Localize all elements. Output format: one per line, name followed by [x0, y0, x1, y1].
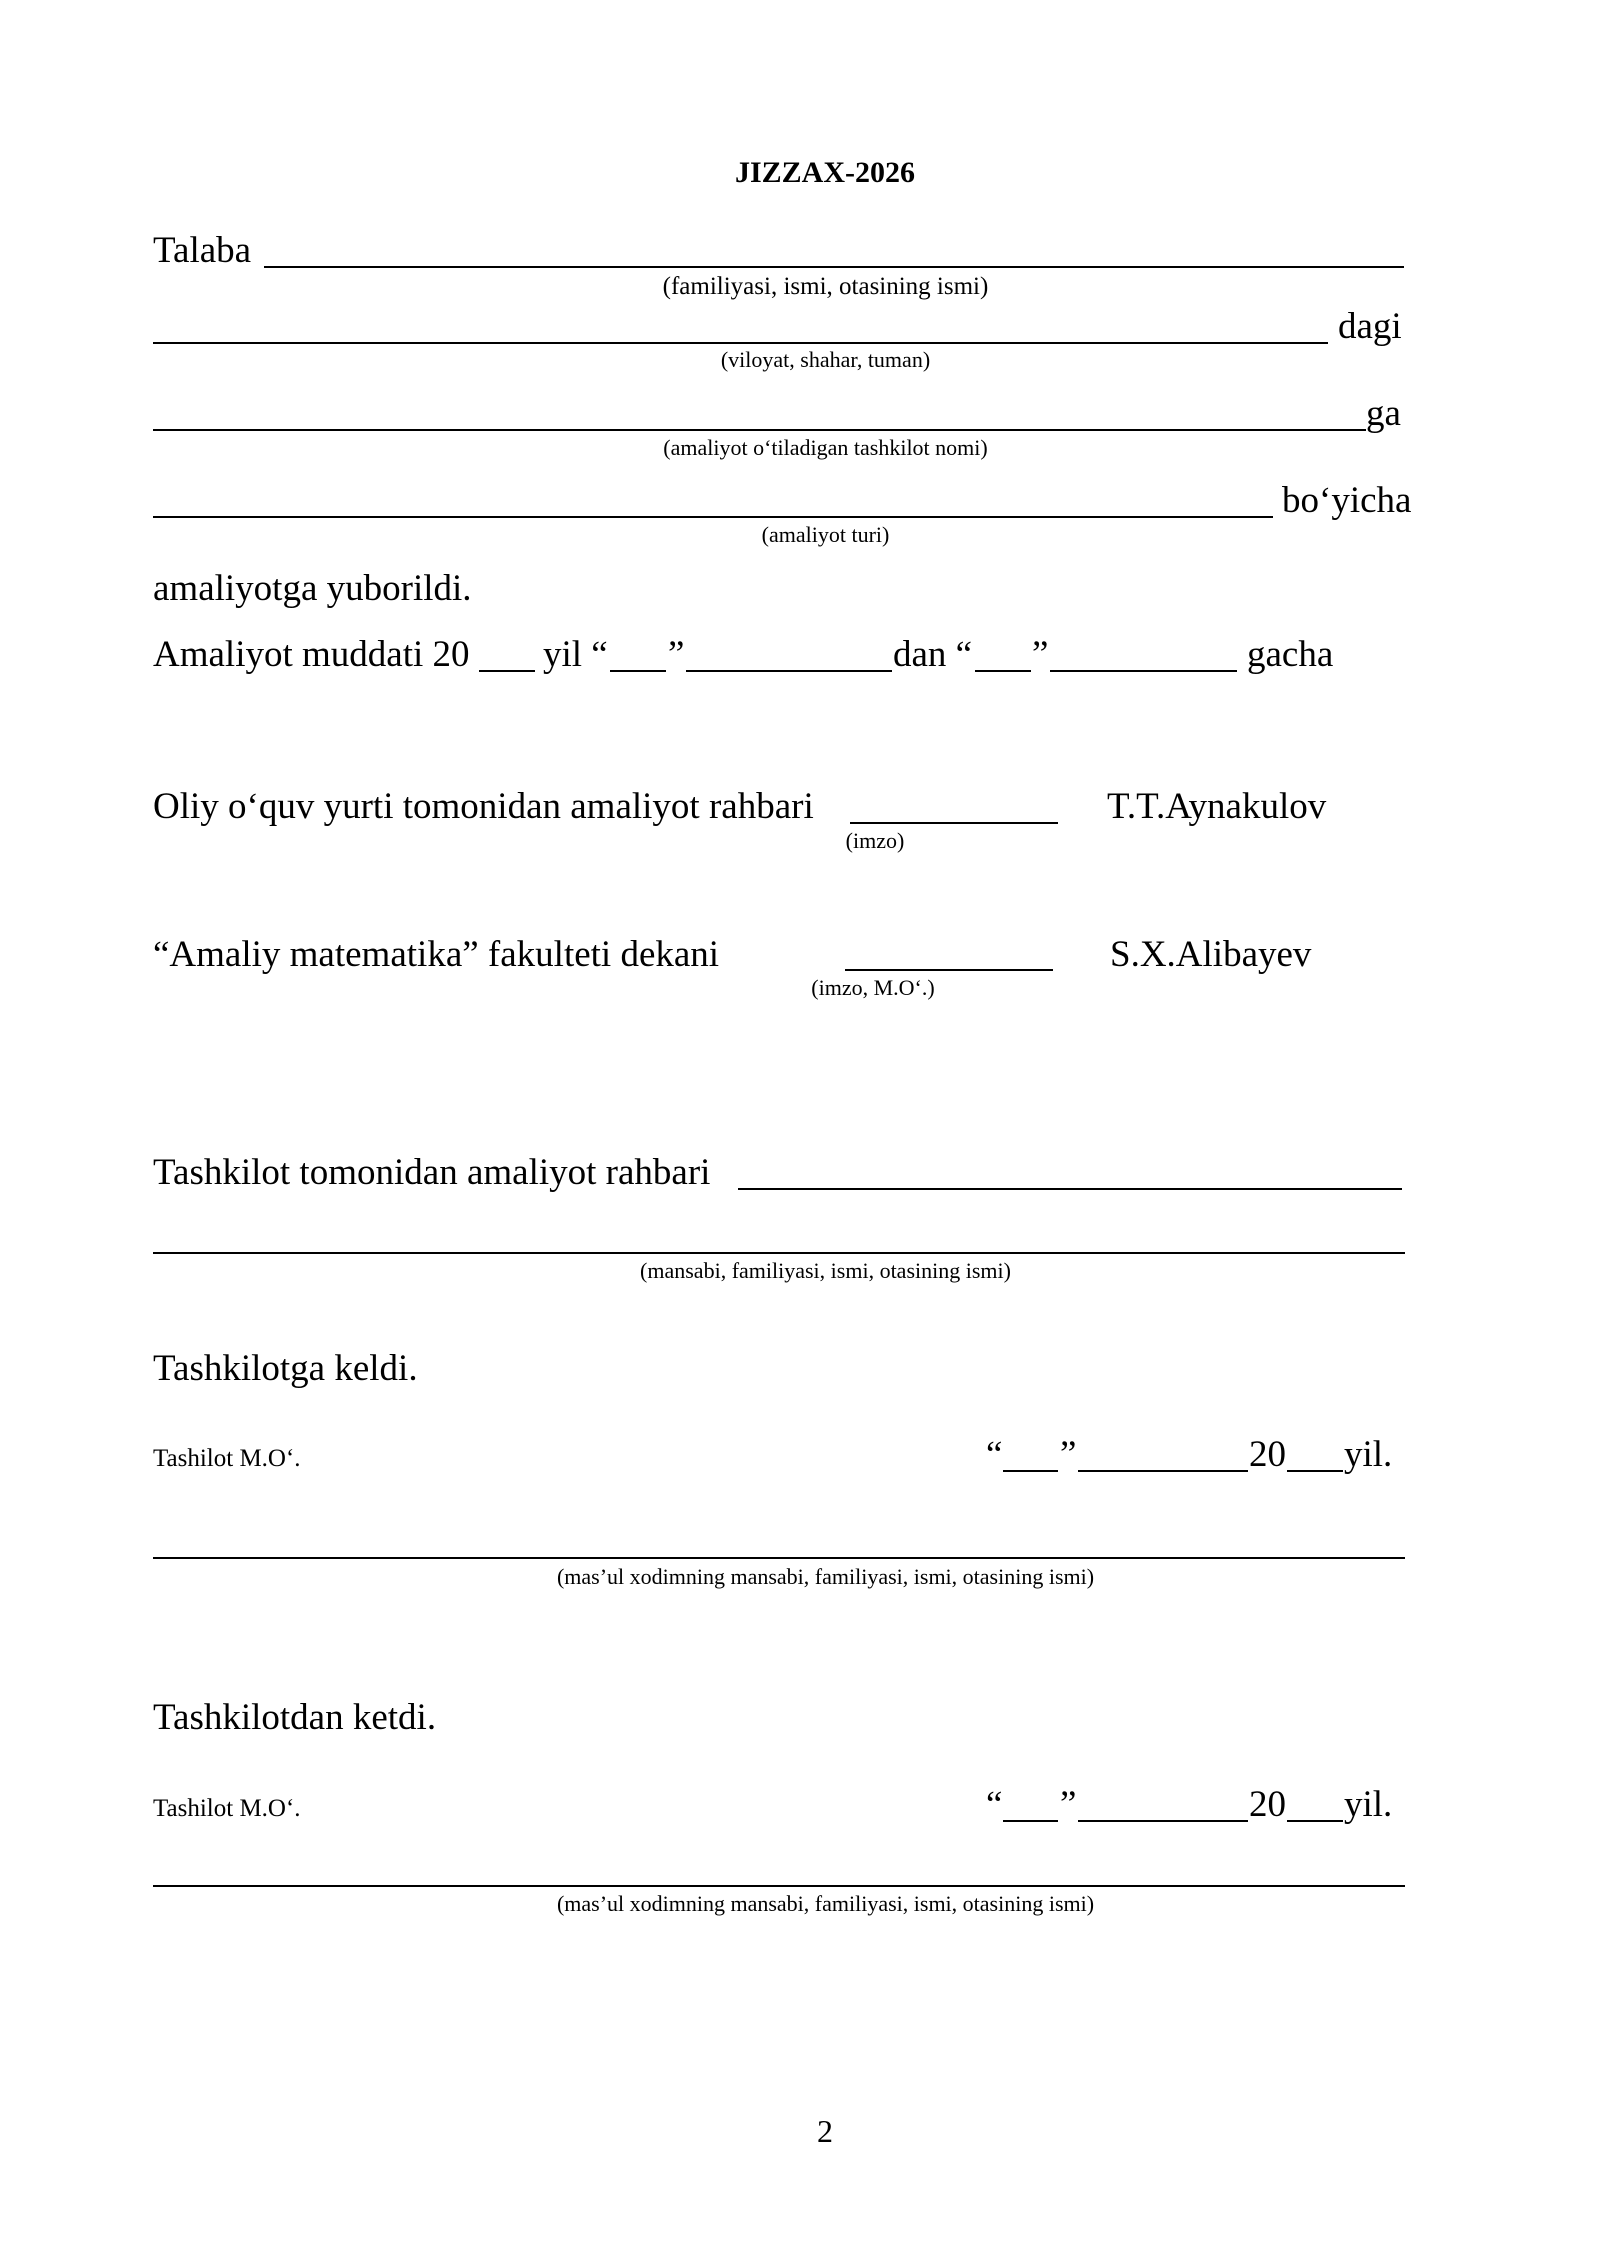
region-suffix: dagi: [1338, 306, 1402, 347]
org-supervisor-label: Tashkilot tomonidan amaliyot rahbari: [153, 1152, 711, 1193]
dean-label: “Amaliy matematika” fakulteti dekani: [153, 934, 720, 975]
arrived-year-suffix: yil.: [1344, 1434, 1393, 1475]
period-close-quote-1: ”: [668, 634, 685, 675]
uni-supervisor-signature-line: [850, 822, 1058, 824]
organization-line: [153, 429, 1366, 431]
arrived-day-blank: [1003, 1470, 1058, 1472]
document-title: JIZZAX-2026: [734, 156, 915, 189]
org-supervisor-caption: (mansabi, familiyasi, ismi, otasining ismi): [640, 1258, 1011, 1283]
uni-supervisor-sign-caption: (imzo): [845, 828, 905, 853]
org-supervisor-line-1: [738, 1188, 1402, 1190]
left-heading: Tashkilotdan ketdi.: [153, 1697, 437, 1738]
uni-supervisor-name: T.T.Aynakulov: [1107, 786, 1327, 827]
left-date-close-quote: ”: [1060, 1784, 1077, 1825]
arrived-stamp: Tashilot M.O‘.: [153, 1445, 301, 1472]
period-start-month-blank: [686, 670, 892, 672]
student-label: Talaba: [153, 230, 252, 271]
left-year-suffix: yil.: [1344, 1784, 1393, 1825]
organization-suffix: ga: [1366, 393, 1401, 434]
left-month-blank: [1078, 1820, 1248, 1822]
period-gacha: gacha: [1247, 634, 1334, 675]
left-year-blank: [1287, 1820, 1343, 1822]
region-line: [153, 342, 1328, 344]
arrived-year-blank: [1287, 1470, 1343, 1472]
practice-type-line: [153, 516, 1273, 518]
org-supervisor-line-2: [153, 1252, 1405, 1254]
left-date-open-quote: “: [986, 1784, 1003, 1825]
arrived-month-blank: [1078, 1470, 1248, 1472]
practice-type-suffix: bo‘yicha: [1282, 480, 1412, 521]
arrived-year-prefix: 20: [1249, 1434, 1286, 1475]
period-start-day-blank: [610, 670, 666, 672]
student-name-line: [264, 266, 1404, 268]
uni-supervisor-label: Oliy o‘quv yurti tomonidan amaliyot rahbari: [153, 786, 814, 827]
period-end-day-blank: [975, 670, 1031, 672]
arrived-responsible-line: [153, 1557, 1405, 1559]
student-caption: (familiyasi, ismi, otasining ismi): [662, 273, 989, 300]
sent-text: amaliyotga yuborildi.: [153, 568, 472, 609]
arrived-date-close-quote: ”: [1060, 1434, 1077, 1475]
period-end-month-blank: [1050, 670, 1237, 672]
period-dan: dan “: [893, 634, 973, 675]
region-caption: (viloyat, shahar, tuman): [720, 347, 931, 372]
period-year-word: yil “: [543, 634, 608, 675]
left-caption: (mas’ul xodimning mansabi, familiyasi, ismi, otasining ismi): [556, 1891, 1095, 1916]
page-number: 2: [817, 2113, 833, 2149]
left-year-prefix: 20: [1249, 1784, 1286, 1825]
practice-type-caption: (amaliyot turi): [761, 522, 890, 547]
period-year-blank: [479, 670, 535, 672]
dean-sign-caption: (imzo, M.O‘.): [811, 975, 935, 1000]
period-prefix: Amaliyot muddati 20: [153, 634, 470, 675]
organization-caption: (amaliyot o‘tiladigan tashkilot nomi): [663, 435, 988, 460]
left-day-blank: [1003, 1820, 1058, 1822]
dean-name: S.X.Alibayev: [1110, 934, 1312, 975]
period-close-quote-2: ”: [1032, 634, 1049, 675]
dean-signature-line: [845, 969, 1053, 971]
left-stamp: Tashilot M.O‘.: [153, 1795, 301, 1822]
arrived-date-open-quote: “: [986, 1434, 1003, 1475]
arrived-heading: Tashkilotga keldi.: [153, 1348, 418, 1389]
arrived-caption: (mas’ul xodimning mansabi, familiyasi, ismi, otasining ismi): [556, 1564, 1095, 1589]
left-responsible-line: [153, 1885, 1405, 1887]
